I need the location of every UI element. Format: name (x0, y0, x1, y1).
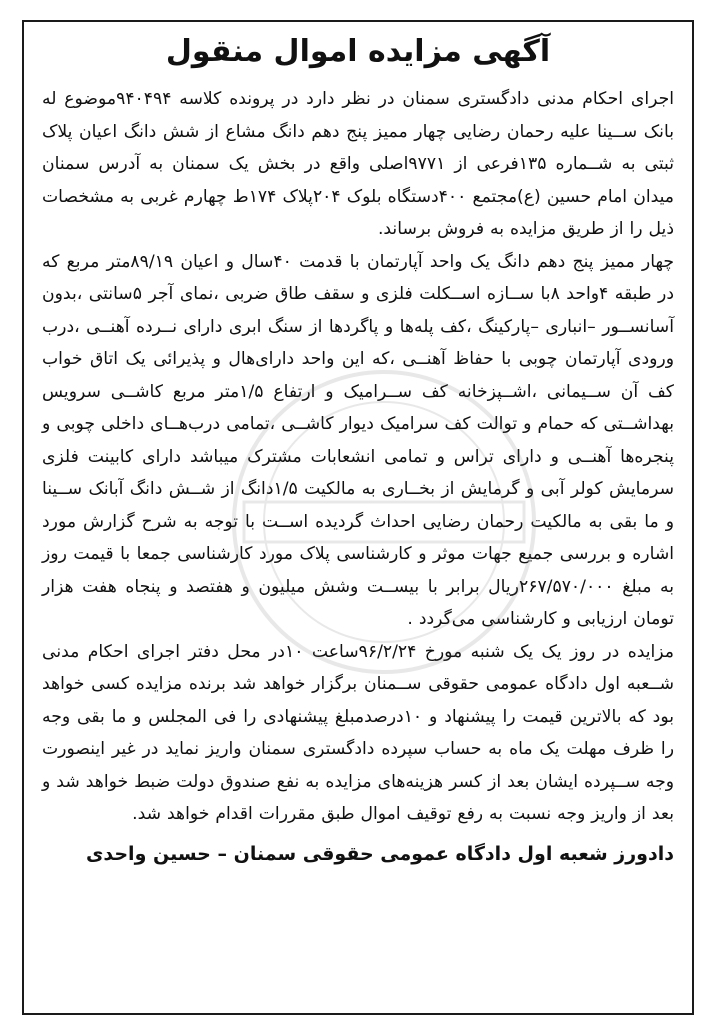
notice-paragraph-auction-terms: مزایده در روز یک یک شنبه مورخ ۹۶/۲/۲۴ساعت ۱۰در محل دفتر اجرای احکام مدنی شــعبه اول دادگاه عمومی حقوقی ســمنان برگزار خواهد شد برنده مزایده کسی خواهد بود که بالاترین قیمت را پیشنهاد و ۱۰درصدمبلغ پیشنهادی را فی المجلس و ما بقی وجه را ظرف مهلت یک ماه به حساب سپرده دادگستری سمنان واریز نماید در غیر اینصورت وجه ســپرده ایشان بعد از کسر هزینه‌های مزایده به نفع صندوق دولت ضبط خواهد شد و بعد از واریز وجه نسبت به رفع توقیف اموال طبق مقررات اقدام خواهد شد. (42, 641, 674, 824)
notice-frame (22, 20, 694, 1015)
notice-body (24, 22, 692, 865)
notice-paragraph-intro: اجرای احکام مدنی دادگستری سمنان در نظر دارد در پرونده کلاسه ۹۴۰۴۹۴موضوع له بانک ســینا علیه رحمان رضایی چهار ممیز پنج دهم دانگ مشاع از شش دانگ اعیان پلاک ثبتی به شــماره ۱۳۵فرعی از ۹۷۷۱اصلی واقع در بخش یک سمنان به آدرس سمنان میدان امام حسین (ع)مجتمع ۴۰۰دستگاه بلوک ۲۰۴پلاک ۱۷۴ط چهارم غربی به مشخصات ذیل را از طریق مزایده به فروش برساند. (42, 89, 675, 239)
notice-paragraph-description: چهار ممیز پنج دهم دانگ یک واحد آپارتمان با قدمت ۴۰سال و اعیان ۸۹/۱۹متر مربع که در طبقه ۴واحد ۸با ســازه اســکلت فلزی و سقف طاق ضربی ،نمای آجر ۵سانتی ،بدون آسانســور –انباری –پارکینگ ،کف پله‌ها و پاگردها از سنگ ابری دارای نــرده آهنــی ،درب ورودی آپارتمان چوبی با حفاظ آهنــی ،که این واحد دارای‌هال و پذیرائی یک اتاق خواب کف آن ســیمانی ،اشــپزخانه کف ســرامیک و ارتفاع ۱/۵متر مربع کاشــی سرویس بهداشــتی که حمام و توالت کف سرامیک دیوار کاشــی ،تمامی درب‌هــای داخلی چوبی و پنجره‌ها آهنــی و دارای تراس و تمامی انشعابات مشترک میباشد دارای کابینت فلزی سرمایش کولر آبی و گرمایش از بخــاری به مالکیت ۱/۵دانگ از شــش دانگ آبانک ســینا و ما بقی به مالکیت رحمان رضایی احداث گردیده اســت با توجه به شرح گزارش مورد اشاره و بررسی جمیع جهات موثر و کارشناسی پلاک مورد کارشناسی جمعا با قیمت روز به مبلغ ۲۶۷/۵۷۰/۰۰۰ریال برابر با بیســت وشش میلیون و هفتصد و پنجاه هفت هزار تومان ارزیابی و کارشناسی می‌گردد . (42, 251, 675, 629)
notice-signature: دادورز شعبه اول دادگاه عمومی حقوقی سمنان – حسین واحدی (85, 842, 674, 865)
notice-title: آگهی مزایده اموال منقول (165, 34, 551, 69)
